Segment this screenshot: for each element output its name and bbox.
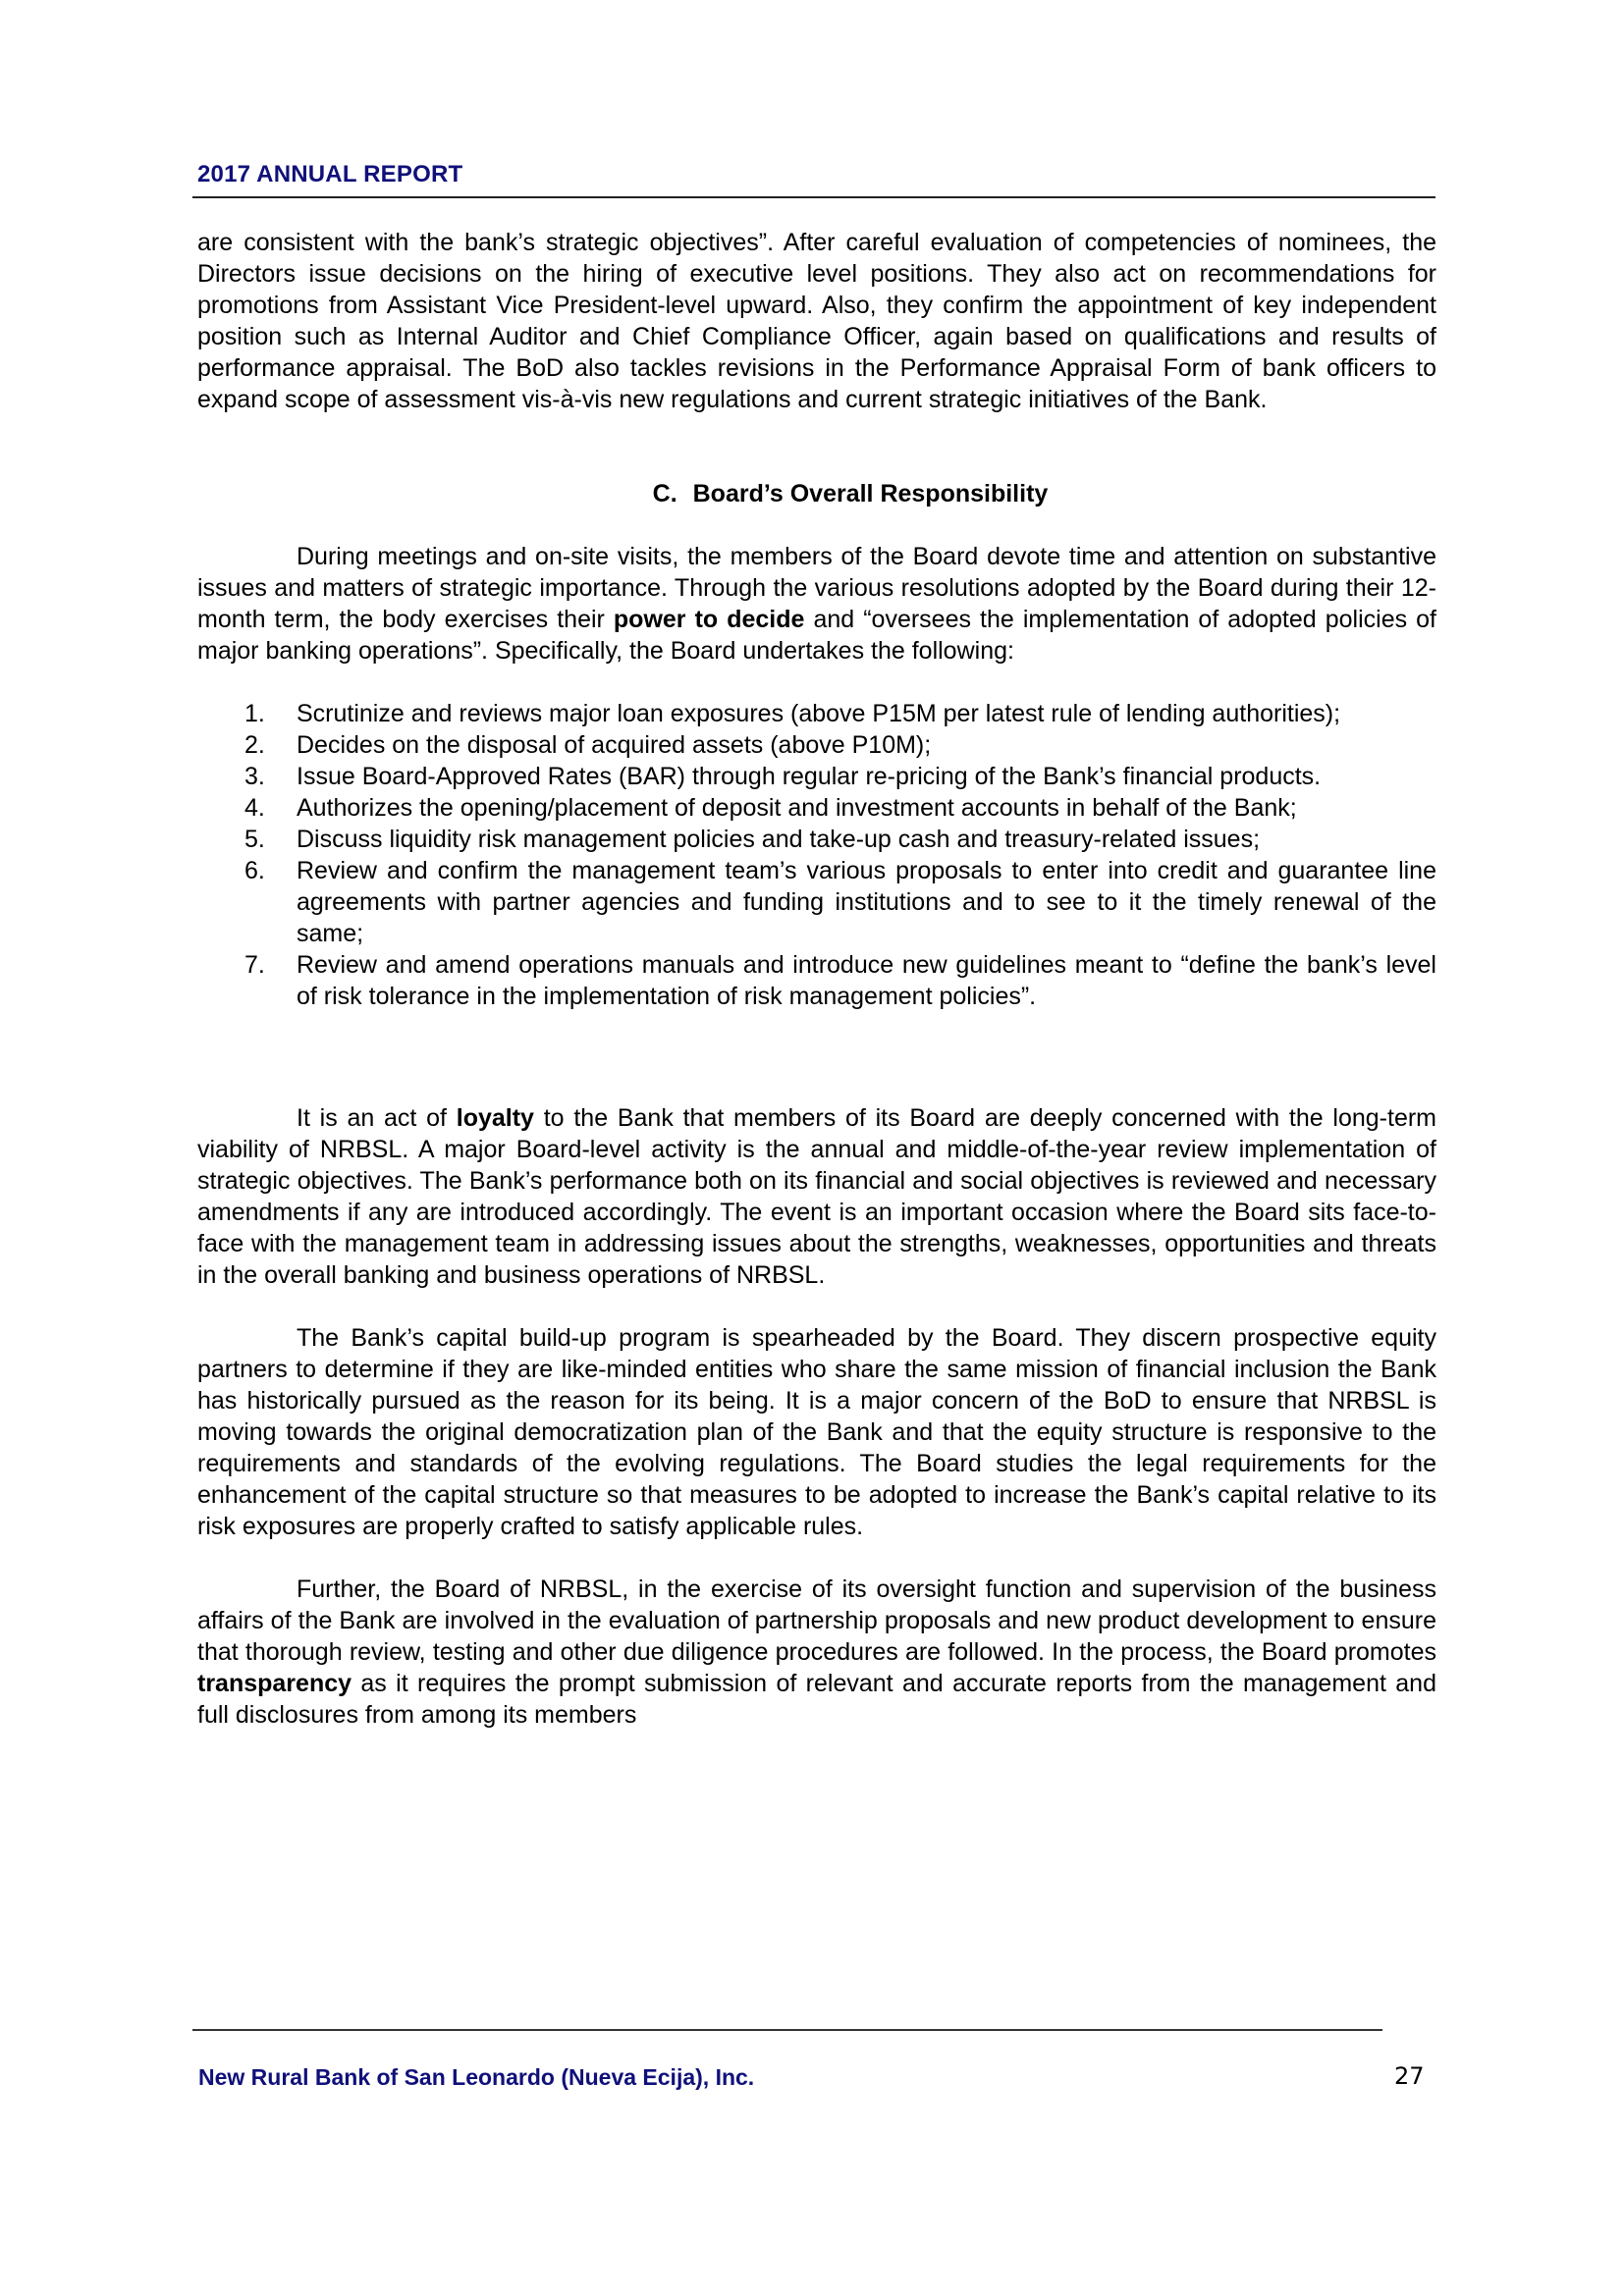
list-item-text: Discuss liquidity risk management policies and take-up cash and treasury-related issues; [297, 826, 1261, 853]
paragraph-text: to the Bank that members of its Board are deeply concerned with the long-term viability of NRBSL. A major Board-level activity is the annual and middle-of-the-year review implementation of strategic objectives. The Bank’s performance both on its financial and social objectives is reviewed and necessary amendments if any are introduced accordingly. The event is an important occasion where the Board sits face-to-face with the management team in addressing issues about the strengths, weaknesses, opportunities and threats in the overall banking and business operations of NRBSL. [197, 1104, 1436, 1289]
list-item [197, 824, 1436, 855]
list-number: 6. [244, 857, 265, 884]
list-item [197, 761, 1436, 792]
paragraph-capital: The Bank’s capital build-up program is spearheaded by the Board. They discern prospective equity partners to determine if they are like-minded entities who share the same mission of financial inclusion the Bank has historically pursued as the reason for its being. It is a major concern of the BoD to ensure that NRBSL is moving towards the original democratization plan of the Bank and that the equity structure is responsive to the requirements and standards of the evolving regulations. The Board studies the legal requirements for the enhancement of the capital structure so that measures to be adopted to increase the Bank’s capital relative to its risk exposures are properly crafted to satisfy applicable rules. [197, 1324, 1436, 1540]
responsibilities-list [197, 698, 1436, 1012]
spacer [197, 667, 1436, 698]
list-item [197, 729, 1436, 761]
page-header [197, 161, 1436, 188]
paragraph-loyalty [197, 1102, 1436, 1291]
list-item-text: Issue Board-Approved Rates (BAR) through regular re-pricing of the Bank’s financial products. [297, 763, 1322, 790]
list-item-text: Authorizes the opening/placement of deposit and investment accounts in behalf of the Bank; [297, 794, 1297, 822]
list-item-text: Decides on the disposal of acquired assets (above P10M); [297, 731, 932, 759]
list-item [197, 792, 1436, 824]
paragraph-text: and “oversees the implementation of adopted policies of major banking operations”. Specifically, the Board undertakes the following: [197, 606, 1436, 665]
paragraph-text: as it requires the prompt submission of relevant and accurate reports from the management and full disclosures from among its members [197, 1670, 1436, 1729]
emphasis-transparency: transparency [197, 1670, 352, 1697]
list-number: 7. [244, 951, 265, 979]
page-number: 27 [1394, 2062, 1425, 2090]
list-number: 3. [244, 763, 265, 790]
paragraph-transparency [197, 1574, 1436, 1731]
intro-paragraph: are consistent with the bank’s strategic objectives”. After careful evaluation of competencies of nominees, the Directors issue decisions on the hiring of executive level positions. They also act on recommendations for promotions from Assistant Vice President-level upward. Also, they confirm the appointment of key independent position such as Internal Auditor and Chief Compliance Officer, again based on qualifications and results of performance appraisal. The BoD also tackles revisions in the Performance Appraisal Form of bank officers to expand scope of assessment vis-à-vis new regulations and current strategic initiatives of the Bank. [197, 229, 1436, 413]
spacer [197, 509, 1436, 541]
header-divider [192, 196, 1435, 198]
list-item-text: Review and amend operations manuals and introduce new guidelines meant to “define the bank’s level of risk tolerance in the implementation of risk management policies”. [297, 951, 1436, 1010]
list-item [197, 698, 1436, 729]
list-number: 4. [244, 794, 265, 822]
spacer [197, 1542, 1436, 1574]
spacer [197, 1291, 1436, 1322]
list-item-text: Scrutinize and reviews major loan exposures (above P15M per latest rule of lending authorities); [297, 700, 1341, 727]
spacer [197, 415, 1436, 478]
list-number: 1. [244, 700, 265, 727]
list-number: 2. [244, 731, 265, 759]
spacer [197, 1012, 1436, 1102]
report-title: 2017 ANNUAL REPORT [197, 161, 463, 187]
list-number: 5. [244, 826, 265, 853]
section-title: Board’s Overall Responsibility [692, 480, 1049, 507]
footer-bank-name: New Rural Bank of San Leonardo (Nueva Ecija), Inc. [198, 2064, 755, 2090]
emphasis-power-to-decide: power to decide [613, 606, 805, 633]
list-item [197, 949, 1436, 1012]
section-heading [197, 478, 1436, 509]
list-item-text: Review and confirm the management team’s various proposals to enter into credit and guarantee line agreements with partner agencies and funding institutions and to see to it the timely renewal of the same; [297, 857, 1436, 947]
list-item [197, 855, 1436, 949]
paragraph-text: It is an act of [297, 1104, 457, 1132]
page-content [197, 227, 1436, 1731]
paragraph-oversight [197, 541, 1436, 667]
emphasis-loyalty: loyalty [456, 1104, 534, 1132]
footer-divider [192, 2029, 1382, 2031]
paragraph-text: During meetings and on-site visits, the members of the Board devote time and attention on substantive issues and matters of strategic importance. Through the various resolutions adopted by the Board during their 12-month term, the body exercises their [197, 543, 1436, 633]
section-letter: C. [652, 480, 677, 507]
paragraph-text: Further, the Board of NRBSL, in the exercise of its oversight function and supervision of the business affairs of the Bank are involved in the evaluation of partnership proposals and new product development to ensure that thorough review, testing and other due diligence procedures are followed. In the process, the Board promotes [197, 1575, 1436, 1666]
